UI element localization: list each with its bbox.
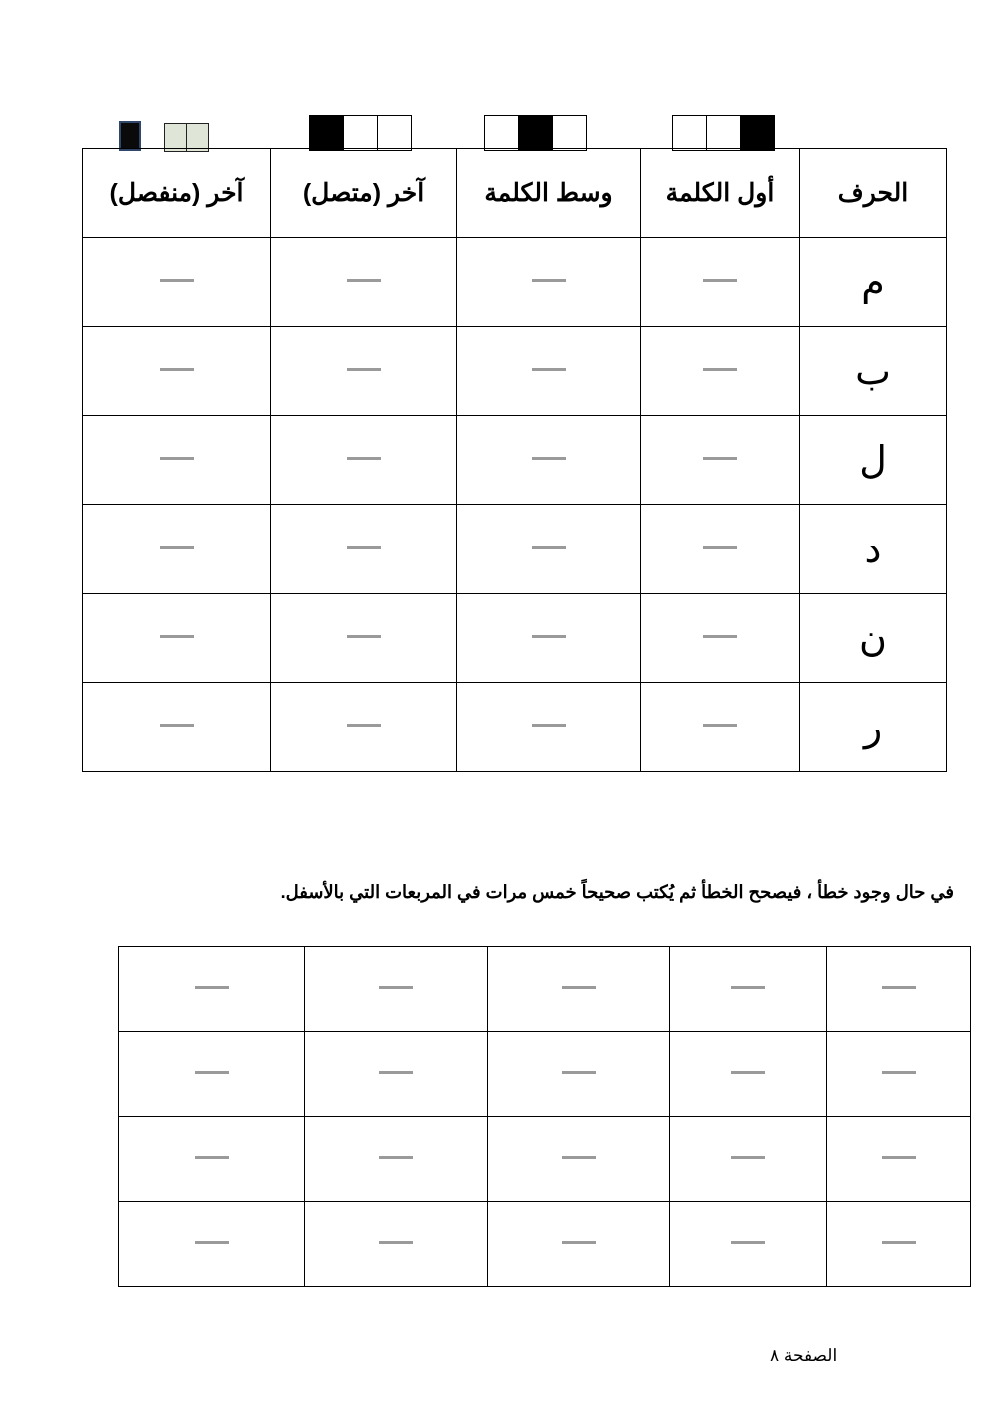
answer-cell[interactable] [83, 505, 271, 594]
letter-cell: ر [800, 683, 947, 772]
practice-row [119, 1117, 971, 1202]
blank-line [160, 724, 194, 727]
header-letter: الحرف [800, 149, 947, 238]
practice-cell[interactable] [488, 1032, 670, 1117]
header-medial: وسط الكلمة [457, 149, 641, 238]
indicator-filled-square [119, 121, 141, 151]
answer-cell[interactable] [641, 594, 800, 683]
blank-line [347, 546, 381, 549]
blank-line [347, 368, 381, 371]
letter-forms-table [82, 148, 947, 772]
blank-line [703, 457, 737, 460]
blank-line [532, 368, 566, 371]
answer-cell[interactable] [457, 594, 641, 683]
answer-cell[interactable] [641, 416, 800, 505]
practice-row [119, 1202, 971, 1287]
blank-line [532, 457, 566, 460]
practice-row [119, 947, 971, 1032]
answer-cell[interactable] [641, 505, 800, 594]
practice-row [119, 1032, 971, 1117]
header-final-separate: آخر (منفصل) [83, 149, 271, 238]
blank-line [347, 635, 381, 638]
blank-line [562, 1156, 596, 1159]
practice-cell[interactable] [305, 1202, 488, 1287]
answer-cell[interactable] [83, 238, 271, 327]
answer-cell[interactable] [83, 327, 271, 416]
letter-cell: م [800, 238, 947, 327]
practice-cell[interactable] [119, 1032, 305, 1117]
answer-cell[interactable] [271, 683, 457, 772]
answer-cell[interactable] [271, 594, 457, 683]
blank-line [195, 1071, 229, 1074]
table-row [83, 594, 947, 683]
answer-cell[interactable] [83, 683, 271, 772]
practice-cell[interactable] [119, 1117, 305, 1202]
header-final-connected: آخر (متصل) [271, 149, 457, 238]
table-row [83, 327, 947, 416]
blank-line [532, 279, 566, 282]
practice-cell[interactable] [670, 1117, 827, 1202]
table-header-row [83, 149, 947, 238]
letter-cell: ب [800, 327, 947, 416]
blank-line [347, 279, 381, 282]
blank-line [731, 1241, 765, 1244]
practice-cell[interactable] [827, 1117, 971, 1202]
blank-line [703, 546, 737, 549]
blank-line [379, 1241, 413, 1244]
answer-cell[interactable] [271, 327, 457, 416]
blank-line [195, 1156, 229, 1159]
blank-line [160, 635, 194, 638]
practice-cell[interactable] [670, 1202, 827, 1287]
blank-line [882, 1241, 916, 1244]
practice-grid [118, 946, 971, 1287]
practice-cell[interactable] [488, 947, 670, 1032]
practice-cell[interactable] [670, 1032, 827, 1117]
practice-cell[interactable] [305, 1032, 488, 1117]
answer-cell[interactable] [641, 683, 800, 772]
blank-line [882, 986, 916, 989]
practice-cell[interactable] [119, 947, 305, 1032]
answer-cell[interactable] [457, 416, 641, 505]
header-initial: أول الكلمة [641, 149, 800, 238]
answer-cell[interactable] [83, 416, 271, 505]
table-row [83, 683, 947, 772]
practice-cell[interactable] [488, 1117, 670, 1202]
blank-line [532, 724, 566, 727]
blank-line [703, 635, 737, 638]
practice-cell[interactable] [119, 1202, 305, 1287]
blank-line [379, 1071, 413, 1074]
indicator-initial [673, 115, 775, 151]
blank-line [379, 986, 413, 989]
blank-line [731, 986, 765, 989]
table-row [83, 505, 947, 594]
blank-line [160, 368, 194, 371]
answer-cell[interactable] [457, 505, 641, 594]
instruction-text: في حال وجود خطأ ، فيصحح الخطأ ثم يُكتب صحيحاً خمس مرات في المربعات التي بالأسفل. [280, 882, 954, 902]
blank-line [195, 1241, 229, 1244]
blank-line [703, 368, 737, 371]
blank-line [379, 1156, 413, 1159]
answer-cell[interactable] [641, 238, 800, 327]
answer-cell[interactable] [271, 238, 457, 327]
letter-cell: ل [800, 416, 947, 505]
blank-line [703, 279, 737, 282]
letter-cell: د [800, 505, 947, 594]
answer-cell[interactable] [271, 416, 457, 505]
blank-line [195, 986, 229, 989]
blank-line [731, 1071, 765, 1074]
answer-cell[interactable] [457, 327, 641, 416]
blank-line [347, 457, 381, 460]
indicator-final-connected [310, 115, 412, 151]
blank-line [882, 1156, 916, 1159]
blank-line [532, 635, 566, 638]
answer-cell[interactable] [641, 327, 800, 416]
blank-line [562, 1071, 596, 1074]
answer-cell[interactable] [457, 683, 641, 772]
practice-cell[interactable] [827, 1202, 971, 1287]
blank-line [731, 1156, 765, 1159]
answer-cell[interactable] [457, 238, 641, 327]
blank-line [882, 1071, 916, 1074]
indicator-medial [485, 115, 587, 151]
page-number: الصفحة ٨ [770, 1346, 838, 1365]
practice-cell[interactable] [827, 1032, 971, 1117]
practice-cell[interactable] [305, 1117, 488, 1202]
table-row [83, 416, 947, 505]
blank-line [703, 724, 737, 727]
table-row [83, 238, 947, 327]
practice-cell[interactable] [670, 947, 827, 1032]
answer-cell[interactable] [271, 505, 457, 594]
blank-line [347, 724, 381, 727]
practice-cell[interactable] [305, 947, 488, 1032]
indicator-separate-pair [165, 123, 209, 151]
practice-cell[interactable] [488, 1202, 670, 1287]
blank-line [562, 986, 596, 989]
blank-line [160, 279, 194, 282]
practice-cell[interactable] [827, 947, 971, 1032]
blank-line [160, 546, 194, 549]
blank-line [562, 1241, 596, 1244]
blank-line [160, 457, 194, 460]
letter-cell: ن [800, 594, 947, 683]
answer-cell[interactable] [83, 594, 271, 683]
blank-line [532, 546, 566, 549]
